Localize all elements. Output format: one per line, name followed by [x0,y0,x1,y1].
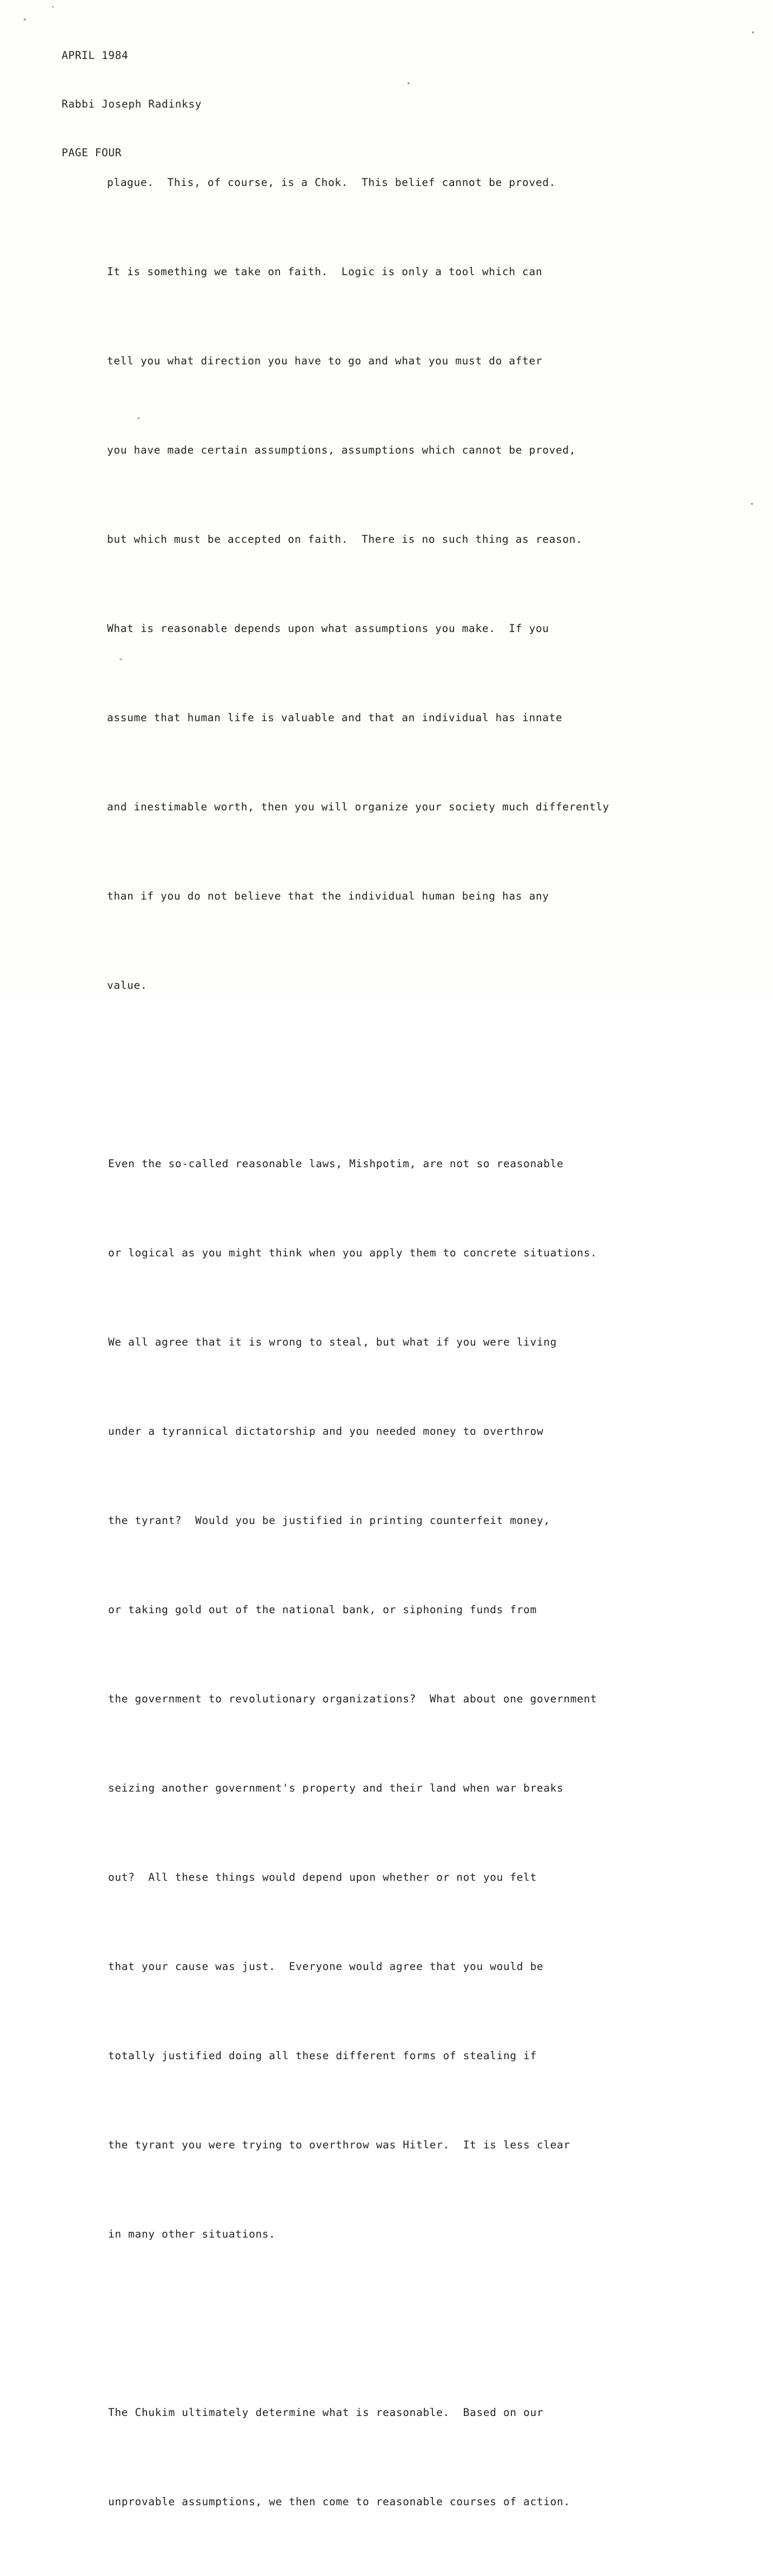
text-line: out? All these things would depend upon whether or not you felt [108,1871,537,1883]
paragraph-two [108,1089,681,2308]
text-line: plague. This, of course, is a Chok. This belief cannot be proved. [107,176,556,189]
text-line: tell you what direction you have to go and what you must do after [107,355,543,367]
text-line: in many other situations. [108,2228,276,2240]
letterhead-author: Rabbi Joseph Radinksy [62,98,202,110]
text-line: the government to revolutionary organizations? What about one government [108,1693,597,1705]
text-line: the tyrant? Would you be justified in printing counterfeit money, [108,1514,550,1527]
text-line: It is something we take on faith. Logic is only a tool which can [107,265,543,278]
paragraph-one [107,108,681,1060]
paragraph-three [108,2338,681,2576]
scan-speck [24,18,26,21]
text-line: you have made certain assumptions, assumptions which cannot be proved, [107,444,576,456]
text-line: the tyrant you were trying to overthrow was Hitler. It is less clear [108,2139,570,2151]
scan-speck [52,6,54,8]
text-line: than if you do not believe that the individual human being has any [107,890,549,902]
text-line: totally justified doing all these different forms of stealing if [108,2049,537,2062]
text-line: and inestimable worth, then you will organize your society much differently [107,801,610,813]
text-line: The Chukim ultimately determine what is reasonable. Based on our [108,2406,544,2419]
text-line: We all agree that it is wrong to steal, but what if you were living [108,1336,557,1348]
scan-speck [408,82,410,84]
text-line: under a tyrannical dictatorship and you needed money to overthrow [108,1425,544,1437]
text-line: unprovable assumptions, we then come to reasonable courses of action. [108,2495,570,2508]
text-line: Even the so-called reasonable laws, Mishpotim, are not so reasonable [108,1157,564,1170]
scan-speck [752,31,754,34]
text-line: value. [107,979,148,991]
text-line: What is reasonable depends upon what assumptions you make. If you [107,622,549,635]
paragraph-gap [108,1060,681,1089]
text-line: or taking gold out of the national bank, or siphoning funds from [108,1603,537,1616]
scan-speck [751,503,753,505]
text-line: but which must be accepted on faith. There is no such thing as reason. [107,533,583,545]
text-line: that your cause was just. Everyone would agree that you would be [108,1960,544,1973]
letterhead-page-number: PAGE FOUR [62,147,122,159]
text-line: seizing another government's property and their land when war breaks [108,1782,564,1794]
text-line: assume that human life is valuable and that an individual has innate [107,711,563,724]
document-body [108,108,681,2576]
text-line: or logical as you might think when you apply them to concrete situations. [108,1247,597,1259]
letterhead-date: APRIL 1984 [62,49,129,62]
paragraph-gap [108,2308,681,2338]
